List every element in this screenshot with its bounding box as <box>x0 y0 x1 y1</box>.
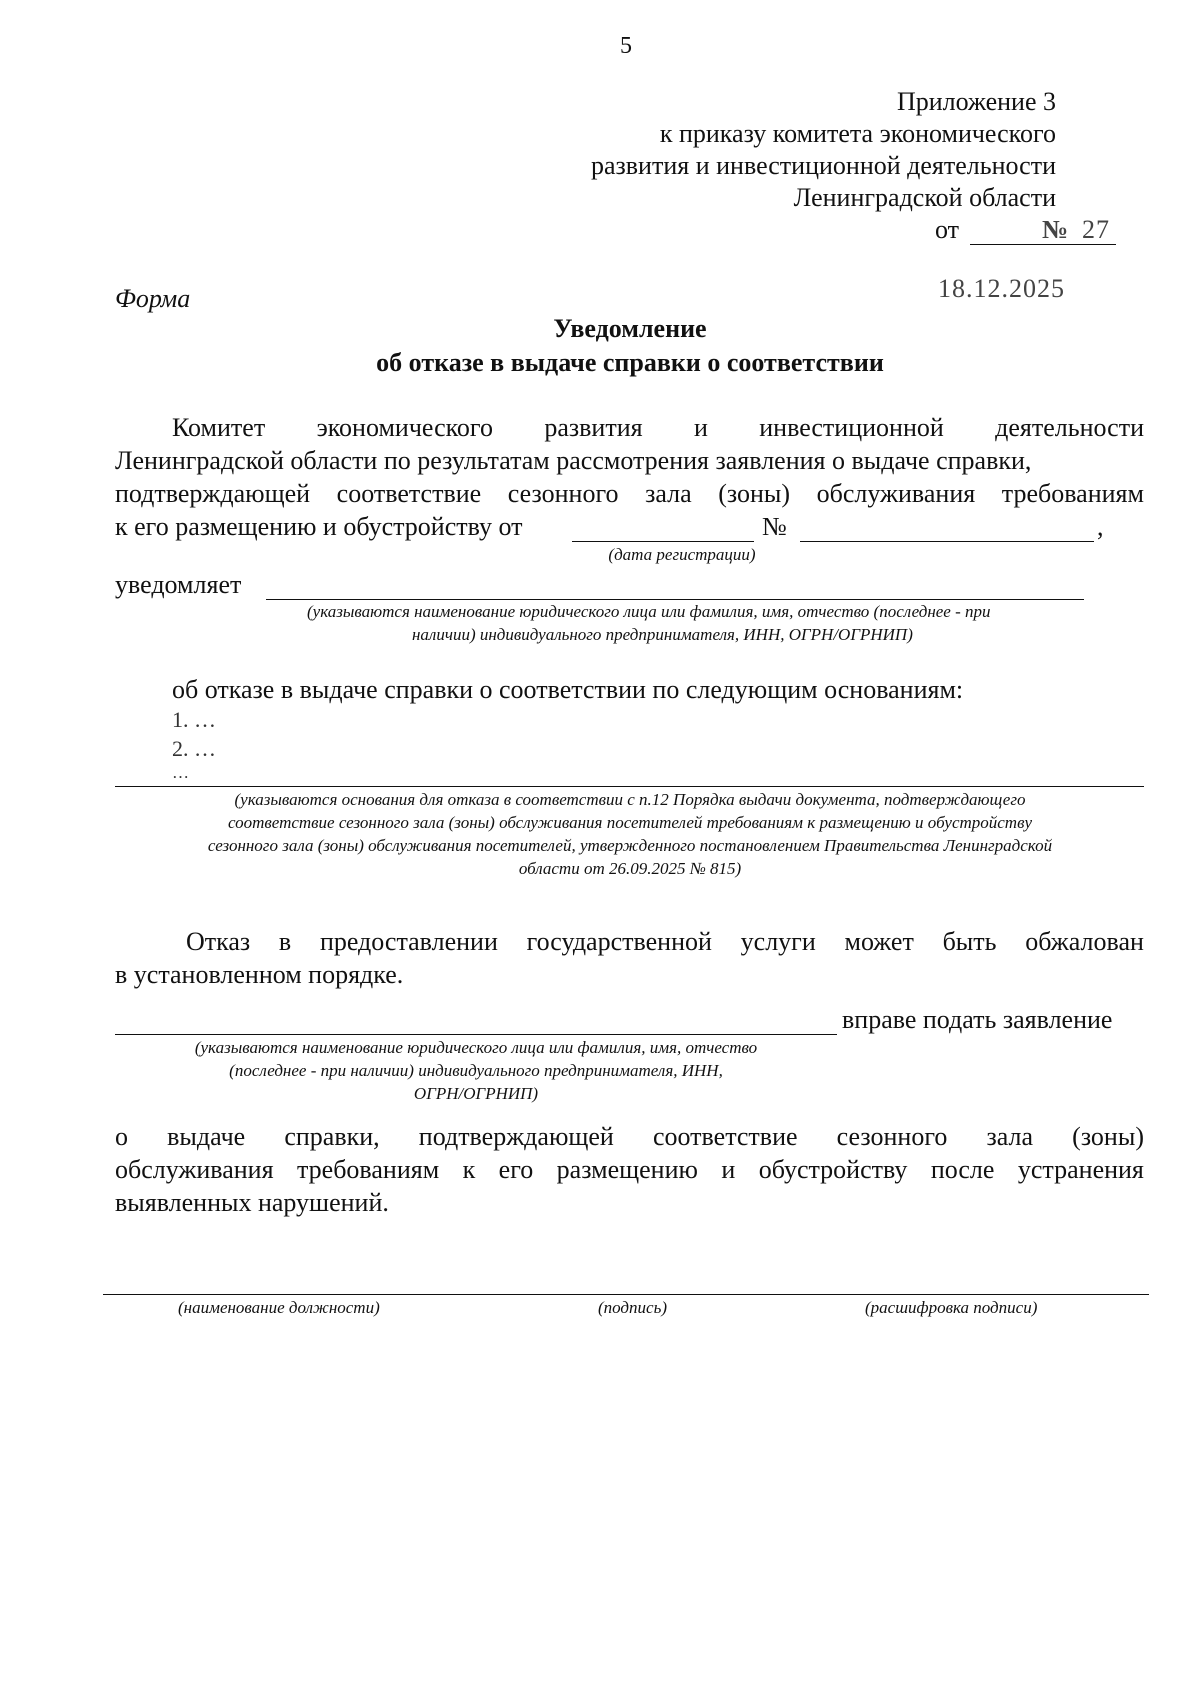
reapply-right-text: вправе подать заявление <box>842 1005 1113 1034</box>
page-number: 5 <box>620 33 632 59</box>
appendix-line-3: развития и инвестиционной деятельности <box>590 151 1056 180</box>
recipient-name-blank[interactable] <box>266 599 1084 600</box>
reapply-line-1: о выдаче справки, подтверждающей соответствие сезонного зала (зоны) <box>115 1122 1144 1151</box>
refusal-caption-line-1: (указываются основания для отказа в соответствии с п.12 Порядка выдачи документа, подтверждающего <box>234 790 1026 809</box>
refusal-item-1: 1. … <box>172 707 216 732</box>
intro-line-4-end: , <box>1097 512 1104 541</box>
title-line-2: об отказе в выдаче справки о соответствии <box>376 348 884 377</box>
reapply-line-3: выявленных нарушений. <box>115 1188 389 1217</box>
applicant-name-blank[interactable] <box>115 1034 837 1035</box>
intro-line-1: Комитет экономического развития и инвестиционной деятельности <box>172 413 1144 442</box>
intro-number-label: № <box>762 512 787 541</box>
refusal-item-3: … <box>172 763 189 782</box>
title-line-1: Уведомление <box>553 314 707 343</box>
signature-caption: (подпись) <box>598 1298 667 1317</box>
appendix-order-number: 27 <box>1082 215 1110 244</box>
registration-date-blank[interactable] <box>572 541 754 542</box>
notifies-label: уведомляет <box>115 570 242 599</box>
refusal-lead: об отказе в выдаче справки о соответствии по следующим основаниям: <box>172 675 964 704</box>
reapply-caption-line-3: ОГРН/ОГРНИП) <box>413 1084 539 1103</box>
appendix-from-label: от <box>935 215 960 244</box>
refusal-caption-line-2: соответствие сезонного зала (зоны) обслуживания посетителей требованиям к размещению и обустройству <box>227 813 1033 832</box>
registration-number-blank[interactable] <box>800 541 1094 542</box>
signature-line[interactable] <box>103 1294 1149 1295</box>
intro-line-2: Ленинградской области по результатам рассмотрения заявления о выдаче справки, <box>115 446 1032 475</box>
position-caption: (наименование должности) <box>178 1298 380 1317</box>
appeal-line-2: в установленном порядке. <box>115 960 404 989</box>
notifies-caption-line-2: наличии) индивидуального предпринимателя, ИНН, ОГРН/ОГРНИП) <box>412 625 913 644</box>
reapply-caption-line-2: (последнее - при наличии) индивидуального предпринимателя, ИНН, <box>229 1061 723 1080</box>
refusal-reasons-line[interactable] <box>115 786 1144 787</box>
appendix-line-2: к приказу комитета экономического <box>659 119 1056 148</box>
reapply-caption-line-1: (указываются наименование юридического лица или фамилия, имя, отчество <box>194 1038 758 1057</box>
order-date-stamp: 18.12.2025 <box>938 274 1065 303</box>
appendix-line-1: Приложение 3 <box>896 87 1056 116</box>
form-label: Форма <box>115 284 191 313</box>
refusal-caption-line-4: области от 26.09.2025 № 815) <box>518 859 742 878</box>
appendix-line-4: Ленинградской области <box>793 183 1056 212</box>
intro-line-4-start: к его размещению и обустройству от <box>115 512 523 541</box>
reapply-line-2: обслуживания требованиям к его размещению и обустройству после устранения <box>115 1155 1144 1184</box>
decoding-caption: (расшифровка подписи) <box>865 1298 1038 1317</box>
intro-line-3: подтверждающей соответствие сезонного зала (зоны) обслуживания требованиям <box>115 479 1144 508</box>
date-caption: (дата регистрации) <box>608 545 756 564</box>
refusal-item-2: 2. … <box>172 736 216 761</box>
appeal-line-1: Отказ в предоставлении государственной услуги может быть обжалован <box>186 927 1144 956</box>
appendix-number-label: № <box>1042 215 1070 244</box>
notifies-caption-line-1: (указываются наименование юридического лица или фамилия, имя, отчество (последнее - при <box>307 602 991 621</box>
refusal-caption-line-3: сезонного зала (зоны) обслуживания посетителей, утвержденного постановлением Правительства Ленинградской <box>207 836 1053 855</box>
